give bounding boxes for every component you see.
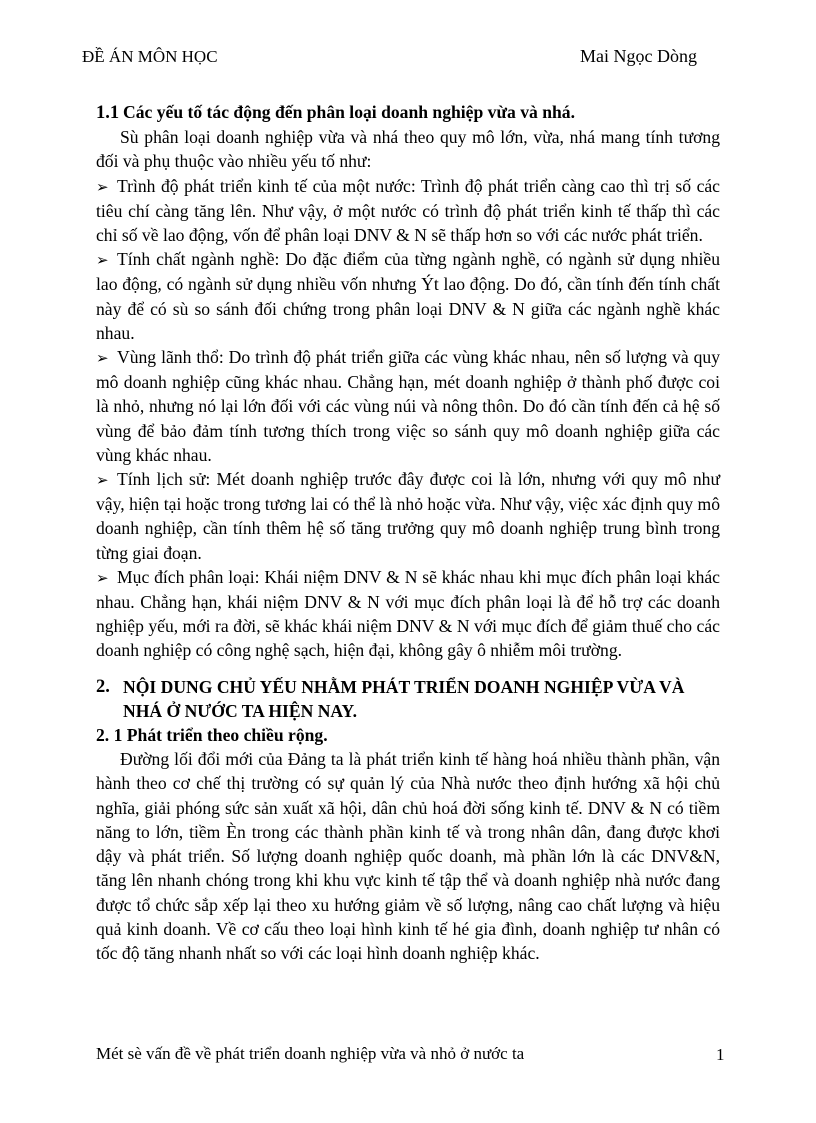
header-author: Mai Ngọc Dòng [580, 46, 697, 66]
section-1-1-heading [96, 100, 720, 125]
list-item-text: Tính chất ngành nghề: Do đặc điểm của từng ngành nghề, có ngành sử dụng nhiều lao động, có ngành sử dụng nhiều vốn nhưng Ýt lao động. Do đó, cần tính đến tính chất này để có sù so sánh đối chứng trong phân loại DNV & N giữa các ngành nghề khác nhau. [96, 249, 720, 343]
page-number: 1 [716, 1045, 725, 1064]
section-title: NỘI DUNG CHỦ YẾU NHẰM PHÁT TRIỂN DOANH NGHIỆP VỪA VÀ NHÁ Ở NƯỚC TA HIỆN NAY. [123, 676, 685, 721]
list-item-text: Trình độ phát triển kinh tế của một nước: Trình độ phát triển càng cao thì trị số các tiêu chí càng tăng lên. Như vậy, ở một nước có trình độ phát triển kinh tế thấp thì các chỉ số về lao động, vốn để phân loại DNV & N sẽ thấp hơn so với các nước phát triển. [96, 175, 720, 246]
arrow-bullet-icon: ➢ [96, 177, 109, 196]
list-item [96, 467, 720, 565]
list-item [96, 565, 720, 663]
list-item-text: Mục đích phân loại: Khái niệm DNV & N sẽ khác nhau khi mục đích phân loại khác nhau. Chẳng hạn, khái niệm DNV & N với mục đích phân loại là để hỗ trợ các doanh nghiệp yếu, mới ra đời, sẽ khác khái niệm DNV & N với mục đích để giảm thuế cho các doanh nghiệp có công nghệ sạch, hiện đại, không gây ô nhiễm môi trường. [96, 566, 720, 661]
section-title: Các yếu tố tác động đến phân loại doanh nghiệp vừa và nhá. [123, 102, 575, 122]
arrow-bullet-icon: ➢ [96, 471, 109, 490]
subsection-heading: 2. 1 Phát triển theo chiều rộng. [96, 725, 328, 746]
section-1-1-intro: Sù phân loại doanh nghiệp vừa và nhá theo quy mô lớn, vừa, nhá mang tính tương đối và phụ thuộc vào nhiều yếu tố như: [96, 127, 720, 172]
section-2-paragraph: Đường lối đổi mới của Đảng ta là phát triển kinh tế hàng hoá nhiều thành phần, vận hành theo cơ chế thị trường có sự quản lý của Nhà nước theo định hướng xã hội chủ nghĩa, giải phóng sức sản xuất xã hội, dân chủ hoá đời sống kinh tế. DNV & N có tiềm năng to lớn, tiềm Èn trong các thành phần kinh tế và trong nhân dân, đang được khơi dậy và phát triển. Số lượng doanh nghiệp quốc doanh, mà phần lớn là các DNV&N, tăng lên nhanh chóng trong khi khu vực kinh tế tập thể và doanh nghiệp nhà nước đang được tổ chức sắp xếp lại theo xu hướng giảm về số lượng, nâng cao chất lượng và hiệu quả kinh doanh. Về cơ cấu theo loại hình kinh tế hé gia đình, doanh nghiệp tư nhân có tốc độ tăng nhanh nhất so với các loại hình doanh nghiệp khác. [96, 749, 720, 963]
list-item-text: Tính lịch sử: Mét doanh nghiệp trước đây được coi là lớn, nhưng với quy mô như vậy, hiện tại hoặc trong tương lai có thể là nhỏ hoặc vừa. Như vậy, việc xác định quy mô doanh nghiệp, cần tính thêm hệ số tăng trưởng quy mô doanh nghiệp trung bình trong từng giai đoạn. [96, 469, 720, 563]
document-body [96, 100, 720, 965]
arrow-bullet-icon: ➢ [96, 568, 109, 587]
arrow-bullet-icon: ➢ [96, 251, 109, 270]
list-item-text: Vùng lãnh thổ: Do trình độ phát triển giữa các vùng khác nhau, nên số lượng và quy mô doanh nghiệp cũng khác nhau. Chẳng hạn, mét doanh nghiệp ở thành phố được coi là nhỏ, nhưng nó lại lớn đối với các vùng núi và nông thôn. Do đó cần tính đến cả hệ số vùng để bảo đảm tính tương thích trong việc so sánh quy mô doanh nghiệp giữa các vùng khác nhau. [96, 347, 720, 465]
list-item [96, 247, 720, 345]
section-2-heading [96, 675, 720, 723]
arrow-bullet-icon: ➢ [96, 349, 109, 368]
section-number: 2. [96, 676, 110, 697]
footer-title: Mét sè vấn đề về phát triển doanh nghiệp vừa và nhỏ ở nước ta [96, 1044, 525, 1063]
header-course-title: ĐỀ ÁN MÔN HỌC [82, 47, 218, 66]
list-item [96, 345, 720, 467]
list-item [96, 174, 720, 248]
section-number: 1.1 [96, 103, 120, 123]
